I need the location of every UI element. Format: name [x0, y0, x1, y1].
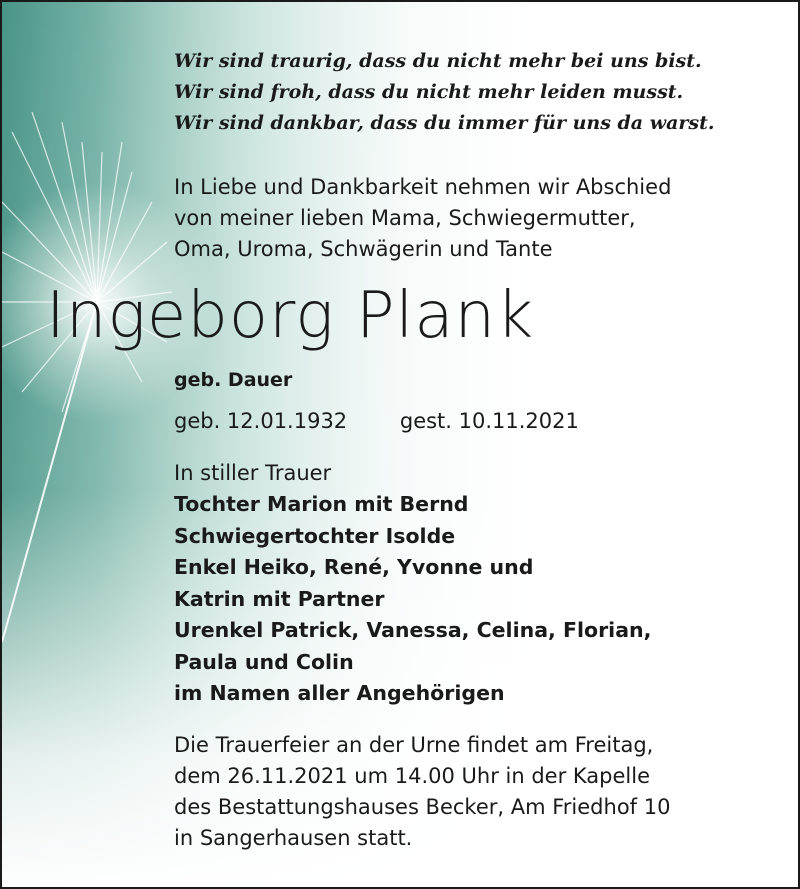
poem-line: Wir sind froh, dass du nicht mehr leiden musst. — [174, 81, 684, 103]
farewell-intro — [174, 172, 671, 265]
mourner-line: im Namen aller Angehörigen — [174, 681, 505, 705]
service-line: dem 26.11.2021 um 14.00 Uhr in der Kapelle — [174, 764, 651, 788]
funeral-service-info — [174, 730, 670, 854]
mourners-list — [174, 489, 651, 710]
mourner-line: Urenkel Patrick, Vanessa, Celina, Florian, — [174, 618, 652, 642]
maiden-name: geb. Dauer — [174, 369, 293, 391]
intro-line: In Liebe und Dankbarkeit nehmen wir Abschied — [174, 175, 672, 199]
mourner-line: Schwiegertochter Isolde — [174, 523, 456, 548]
death-date: gest. 10.11.2021 — [399, 409, 579, 433]
birth-date: geb. 12.01.1932 — [174, 409, 348, 433]
intro-line: von meiner lieben Mama, Schwiegermutter, — [174, 206, 636, 230]
service-line: des Bestattungshauses Becker, Am Friedhof 10 — [174, 795, 671, 819]
service-line: in Sangerhausen statt. — [174, 826, 413, 850]
deceased-name: Ingeborg Plank — [46, 279, 535, 353]
poem-line: Wir sind traurig, dass du nicht mehr bei uns bist. — [174, 50, 702, 72]
mourning-heading: In stiller Trauer — [174, 461, 332, 485]
mourner-line: Tochter Marion mit Bernd — [174, 492, 469, 516]
mourner-line: Enkel Heiko, René, Yvonne und — [174, 555, 534, 579]
intro-line: Oma, Uroma, Schwägerin und Tante — [174, 237, 553, 261]
mourner-line: Paula und Colin — [174, 649, 354, 674]
poem-line: Wir sind dankbar, dass du immer für uns da warst. — [174, 112, 715, 134]
service-line: Die Trauerfeier an der Urne findet am Freitag, — [174, 733, 654, 757]
mourner-line: Katrin mit Partner — [174, 586, 385, 611]
poem-verse — [174, 46, 715, 139]
life-dates — [174, 406, 579, 436]
